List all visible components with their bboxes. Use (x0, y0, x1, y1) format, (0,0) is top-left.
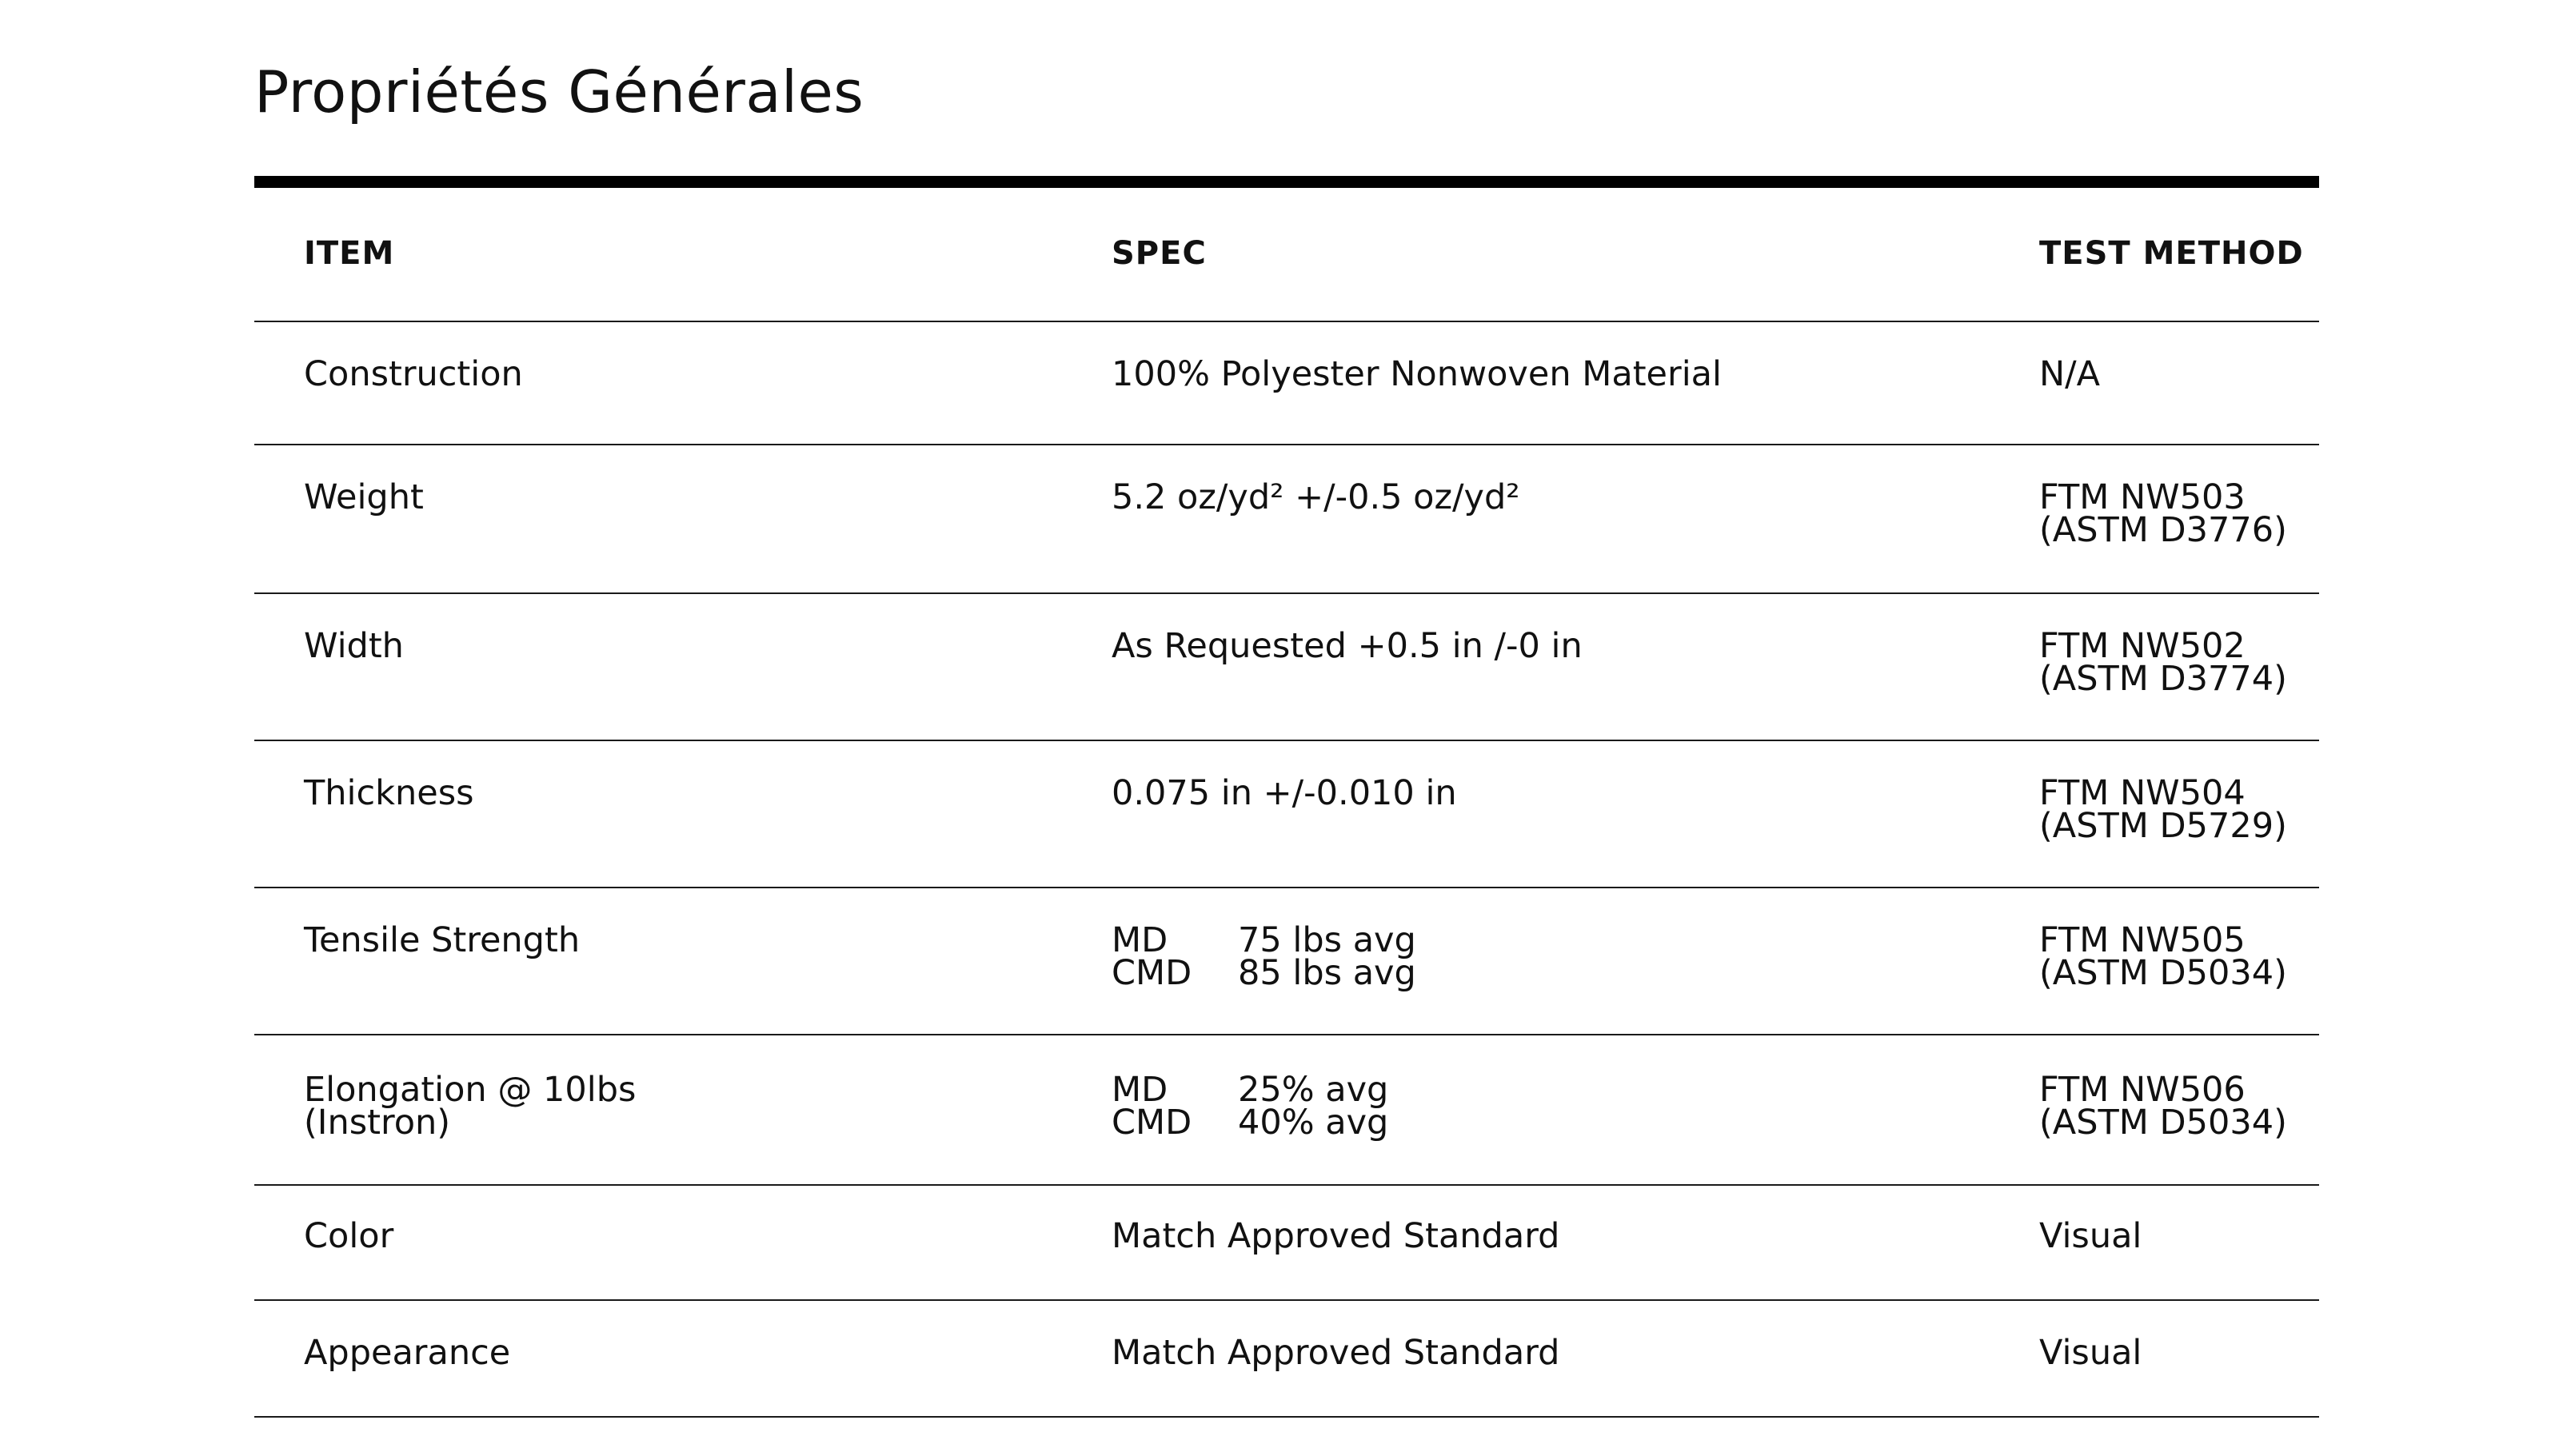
cell-spec-line: 5.2 oz/yd² +/-0.5 oz/yd² (1112, 477, 1520, 517)
cell-item-line: Weight (304, 477, 424, 517)
cell-test-method-line: (ASTM D5034) (2039, 953, 2287, 993)
cell-test-method (2039, 477, 2287, 550)
spec-direction-label: CMD (1112, 953, 1192, 993)
spec-direction-label: MD (1112, 1070, 1168, 1110)
table-row (254, 888, 2319, 1035)
cell-item (304, 1216, 394, 1256)
spec-value: 40% avg (1238, 1103, 1389, 1143)
table-row (254, 445, 2319, 594)
cell-item (304, 773, 474, 813)
cell-item (304, 477, 424, 517)
spec-direction-label: MD (1112, 920, 1168, 960)
cell-spec (1112, 773, 1457, 813)
cell-test-method-line: FTM NW503 (2039, 477, 2246, 517)
table-header-row (254, 188, 2319, 322)
cell-test-method (2039, 626, 2287, 699)
table-row (254, 1186, 2319, 1301)
cell-spec (1112, 626, 1583, 666)
header-spec: SPEC (1112, 235, 1207, 272)
spec-direction-label: CMD (1112, 1103, 1192, 1143)
cell-item (304, 920, 581, 960)
cell-item-line: Construction (304, 354, 523, 394)
cell-test-method-line: FTM NW502 (2039, 626, 2246, 666)
cell-spec-line: As Requested +0.5 in /-0 in (1112, 626, 1583, 666)
cell-test-method (2039, 1070, 2287, 1143)
cell-item (304, 1333, 511, 1373)
cell-item (304, 626, 404, 666)
table-row (254, 741, 2319, 888)
cell-test-method (2039, 1333, 2142, 1373)
cell-test-method-line: FTM NW505 (2039, 920, 2246, 960)
cell-test-method-line: (ASTM D5034) (2039, 1103, 2287, 1143)
cell-spec (1112, 920, 1416, 993)
spec-pair-line (1112, 1103, 1389, 1143)
spec-value: 75 lbs avg (1238, 920, 1416, 960)
cell-test-method-line: (ASTM D3774) (2039, 659, 2287, 699)
page-title: Propriétés Générales (254, 58, 864, 126)
cell-item-line: Appearance (304, 1333, 511, 1373)
cell-spec (1112, 354, 1722, 394)
cell-test-method (2039, 1216, 2142, 1256)
cell-test-method (2039, 354, 2101, 394)
cell-item-line: Elongation @ 10lbs (304, 1070, 637, 1110)
cell-spec (1112, 1216, 1560, 1256)
cell-spec (1112, 477, 1520, 517)
table-row (254, 594, 2319, 741)
cell-spec-line: Match Approved Standard (1112, 1333, 1560, 1373)
spec-value: 25% avg (1238, 1070, 1389, 1110)
cell-item-line: Thickness (304, 773, 474, 813)
cell-spec-line: 100% Polyester Nonwoven Material (1112, 354, 1722, 394)
table-row (254, 1035, 2319, 1186)
cell-test-method (2039, 773, 2287, 846)
cell-spec (1112, 1333, 1560, 1373)
cell-spec-line: 0.075 in +/-0.010 in (1112, 773, 1457, 813)
cell-test-method-line: (ASTM D5729) (2039, 806, 2287, 846)
cell-item-line: Color (304, 1216, 394, 1256)
cell-test-method-line: FTM NW504 (2039, 773, 2246, 813)
cell-spec (1112, 1070, 1389, 1143)
cell-test-method (2039, 920, 2287, 993)
cell-test-method-line: Visual (2039, 1216, 2142, 1256)
table-row (254, 322, 2319, 445)
cell-spec-line: Match Approved Standard (1112, 1216, 1560, 1256)
cell-item-line: Width (304, 626, 404, 666)
cell-item-line: (Instron) (304, 1103, 451, 1143)
cell-item (304, 354, 523, 394)
cell-item-line: Tensile Strength (304, 920, 581, 960)
spec-table (254, 176, 2319, 1418)
spec-pair-line (1112, 1070, 1389, 1110)
cell-item (304, 1070, 637, 1143)
cell-test-method-line: (ASTM D3776) (2039, 510, 2287, 550)
cell-test-method-line: FTM NW506 (2039, 1070, 2246, 1110)
header-test-method: TEST METHOD (2039, 235, 2304, 272)
spec-value: 85 lbs avg (1238, 953, 1416, 993)
cell-test-method-line: N/A (2039, 354, 2101, 394)
cell-test-method-line: Visual (2039, 1333, 2142, 1373)
header-item: ITEM (304, 235, 395, 272)
spec-pair-line (1112, 953, 1416, 993)
table-row (254, 1301, 2319, 1418)
spec-pair-line (1112, 920, 1416, 960)
